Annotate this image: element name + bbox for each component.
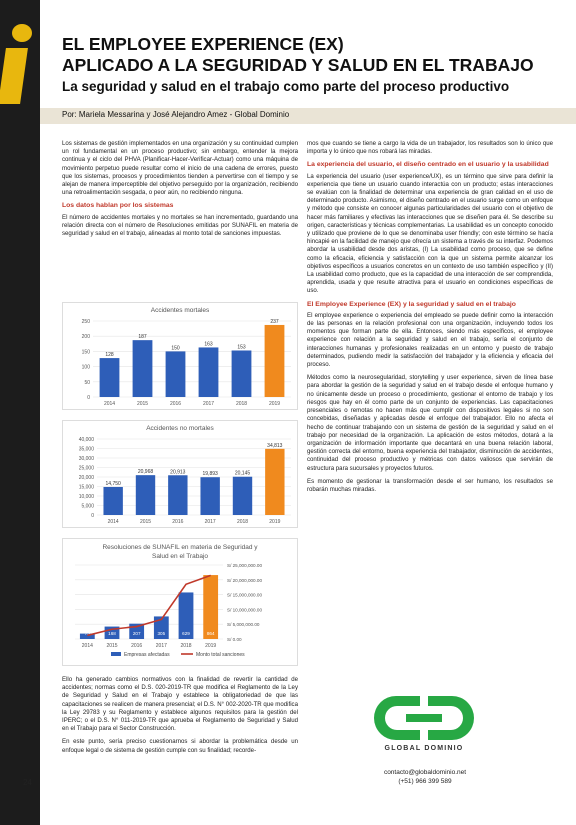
paragraph: Es momento de gestionar la transformación desde el ser humano, los resultados se robarán muchas miradas. <box>307 477 553 493</box>
y-tick-label: 15,000 <box>78 484 94 491</box>
y2-tick-label: S/ 20,000,000.00 <box>227 577 262 583</box>
bar <box>166 351 186 397</box>
data-label: 864 <box>206 631 215 636</box>
x-tick-label: 2017 <box>202 401 215 407</box>
y-tick-label: 10,000 <box>78 494 94 500</box>
paragraph: Los sistemas de gestión implementados en una organización y su continuidad cumplen un rol fundamental en un proceso productivo; sin embargo, entender la mejora continua y el ciclo del PHVA (Planificar-Hacer-Verificar-Actuar) como una máquina de movimiento perpetuo puede resultar como el inicio de una cadena de errores, puesto que los sistemas, procesos y procedimientos tienden a pervertirse con el tiempo y se alejan de manera imperceptible del objetivo perseguido por la organización, recibiendo una retroalimentación sesgada, o peor aún, no recibiendo ninguna. <box>62 140 298 197</box>
data-label: 150 <box>171 345 180 352</box>
data-label: 34,813 <box>267 442 283 449</box>
page-number: 24 <box>23 778 32 787</box>
x-tick-label: 2014 <box>107 519 119 525</box>
x-tick-label: 2018 <box>236 519 249 525</box>
y-tick-label: 20,000 <box>78 475 94 481</box>
y-tick-label: 0 <box>87 395 90 401</box>
section-heading: El Employee Experience (EX) y la seguridad y salud en el trabajo <box>307 300 516 308</box>
right-column <box>307 140 553 499</box>
bar <box>203 575 218 639</box>
paragraph: Métodos como la neurosegularidad, storytelling y user experience, sirven de línea base para abordar la gestión de la seguridad y salud en el trabajo desde el enfoque humano y no únicamente desde un proceso o procedimiento, gestionar el entorno de trabajo y los riesgos que hay en él como parte de un conjunto de experiencias. Las capacitaciones presenciales o remotas no hacen más que cumplir con dispositivos legales si no son concebidas, diseñadas y aplicadas desde el enfoque del trabajador. Ello no afecta el hecho de continuar trabajando con un sistema de gestión de la seguridad y salud en el trabajo por necesidad de la organización. La aplicación de estos métodos, dotará a la organización de información importante que decantará en una buena relación laboral, gestión correcta del entorno, buena experiencia del trabajador, disminución de accidentes, continuidad del proceso productivo y métricas con datos valiosos que servirán de estructura para sucursales y proyectos futuros. <box>307 374 553 472</box>
bar <box>168 475 187 515</box>
y2-tick-label: S/ 10,000,000.00 <box>227 607 262 613</box>
x-tick-label: 2016 <box>172 519 184 525</box>
bar <box>233 477 252 515</box>
chart-svg <box>63 421 299 529</box>
bar <box>103 487 122 515</box>
article-title-line1: EL EMPLOYEE EXPERIENCE (EX) <box>62 34 344 54</box>
data-label: 73 <box>84 631 90 636</box>
x-tick-label: 2018 <box>235 401 248 407</box>
y-tick-label: 50 <box>84 379 90 386</box>
bar <box>232 350 252 397</box>
x-tick-label: 2019 <box>205 643 217 649</box>
paragraph: En este punto, sería preciso cuestionarnos si abordar la problemática desde un enfoque legal o de sistema de gestión cumple con su finalidad; recorde- <box>62 738 298 754</box>
y-tick-label: 100 <box>81 364 90 371</box>
data-label: 128 <box>105 352 114 359</box>
chart-title-line2: Salud en el Trabajo <box>151 553 208 560</box>
left-column <box>62 140 298 243</box>
chart-svg <box>63 539 299 667</box>
x-tick-label: 2015 <box>139 519 152 525</box>
chart-resoluciones-sunafil <box>62 538 298 666</box>
y2-tick-label: S/ 5,000,000.00 <box>227 622 260 628</box>
bar <box>265 325 285 397</box>
bar <box>199 347 219 397</box>
y-tick-label: 150 <box>81 349 90 356</box>
paragraph: El employee experience o experiencia del empleado se puede definir como la interacción de las personas en la relación profesional con una organización, incluyendo todos los momentos que forman parte de ella. Entonces, siendo más específicos, el employee experience con relación a la seguridad y salud en el trabajo, sería el conjunto de interacciones humanas y profesionales realizadas en un entorno y puesto de trabajo determinados, pudiendo medir la satisfacción del trabajador y la eficiencia y eficacia del proceso. <box>307 311 553 369</box>
y-tick-label: 0 <box>91 513 94 519</box>
paragraph: El número de accidentes mortales y no mortales se han incrementado, guardando una relación directa con el número de Resoluciones emitidas por SUNAFIL en materia de seguridad y salud en el trabajo, alineadas al monto total de sanciones impuestas. <box>62 213 298 238</box>
data-label: 20,913 <box>170 469 186 476</box>
article-header <box>62 34 562 95</box>
x-tick-label: 2015 <box>106 643 118 649</box>
contact-phone: (+51) 966 399 589 <box>398 778 452 785</box>
y-tick-label: 30,000 <box>78 456 94 462</box>
y-tick-label: 5,000 <box>81 503 94 510</box>
x-tick-label: 2015 <box>136 401 149 407</box>
section-heading: La experiencia del usuario, el diseño centrado en el usuario y la usabilidad <box>307 161 549 169</box>
article-subtitle: La seguridad y salud en el trabajo como parte del proceso productivo <box>62 79 510 94</box>
bar <box>265 449 284 515</box>
paragraph: Ello ha generado cambios normativos con la finalidad de revertir la cantidad de accidentes; normas como el D.S. 020-2019-TR que modifica el Reglamento de la Ley de Seguridad y Salud en el Trabajo y establece la obligatoriedad de que las capacitaciones se realicen de manera presencial; el D.S. N° 002-2020-TR que modifica la Ley 29783 y su Reglamento y establece algunos requisitos para la gestión del IPERC; o el D.S. N° 011-2019-TR que aprueba el Reglamento de Seguridad y Salud en el Trabajo para el Sector Construcción. <box>62 676 298 733</box>
x-tick-label: 2014 <box>103 401 116 407</box>
paragraph: mos que cuando se tiene a cargo la vida de un trabajador, los resultados son lo único que importa y lo único que nos robará las miradas. <box>307 140 553 156</box>
x-tick-label: 2016 <box>131 643 143 649</box>
bar <box>136 475 155 515</box>
logo-name: GLOBAL DOMINIO <box>384 745 464 752</box>
data-label: 168 <box>108 631 116 636</box>
chart-svg <box>63 303 299 411</box>
contact-info <box>350 768 500 786</box>
x-tick-label: 2019 <box>269 519 281 525</box>
data-label: 153 <box>237 344 246 351</box>
y-tick-label: 35,000 <box>78 446 94 453</box>
x-tick-label: 2016 <box>169 401 182 407</box>
global-dominio-logo <box>370 688 478 748</box>
data-label: 237 <box>270 318 279 325</box>
legend-label: Monto total sanciones <box>196 652 245 658</box>
article-title-line2: APLICADO A LA SEGURIDAD Y SALUD EN EL TRABAJO <box>62 55 534 75</box>
legend-label: Empresas afectadas <box>124 652 170 658</box>
y-tick-label: 200 <box>81 334 90 341</box>
y2-tick-label: S/ 15,000,000.00 <box>227 592 262 598</box>
data-label: 305 <box>157 631 166 636</box>
chart-accidentes-no-mortales <box>62 420 298 528</box>
bar <box>100 358 120 397</box>
legend-swatch <box>111 652 121 656</box>
data-label: 14,750 <box>105 480 121 487</box>
bar <box>133 340 153 397</box>
data-label: 19,893 <box>202 471 218 478</box>
chart-accidentes-mortales <box>62 302 298 410</box>
x-tick-label: 2018 <box>180 643 192 649</box>
section-heading: Los datos hablan por los sistemas <box>62 202 174 210</box>
bar <box>200 477 219 515</box>
x-tick-label: 2019 <box>268 401 281 407</box>
data-label: 20,145 <box>234 470 251 477</box>
left-column-bottom <box>62 676 298 760</box>
chart-title: Accidentes mortales <box>150 307 210 314</box>
data-label: 163 <box>204 341 213 348</box>
y2-tick-label: S/ 25,000,000.00 <box>227 563 262 568</box>
contact-email[interactable]: contacto@globaldominio.net <box>383 769 467 776</box>
paragraph: La experiencia del usuario (user experience/UX), es un término que sirve para definir la experiencia que tiene un usuario cuando interactúa con un producto; estas interacciones se evalúan con la finalidad de determinar una experiencia de gran calidad en el uso de determinado producto. Asimismo, el diseño centrado en el usuario surge como un enfoque y método que consiste en conocer algunas particularidades del usuario con el objetivo de hacer más familiares y efectivas las interacciones que se diseñen para él. Se describe su origen, características y técnicas complementarias. La usabilidad es un concepto conocido y utilizado que proviene de lo que se denominaba user friendly; con este término se hacía hincapié en la facilidad de manejo que ofrecía un sistema a través de su interfaz. Podemos abordar la usabilidad desde dos aristas, (I) La usabilidad como proceso, que se define como la eficacia, eficiencia y satisfacción con la que un sistema permite alcanzar los objetivos específicos a usuarios concretos en un contexto de uso también específico y (II) La usabilidad como producto, que es la capacidad de una interacción de ser comprendida, aprendida, usada y que resulte atractiva para el usuario en condiciones específicas de uso. <box>307 172 553 295</box>
chart-title-line1: Resoluciones de SUNAFIL en materia de Seguridad y <box>102 544 258 551</box>
data-label: 187 <box>138 334 147 341</box>
data-label: 629 <box>182 631 190 636</box>
page-sidebar <box>0 0 40 825</box>
y-tick-label: 40,000 <box>78 437 94 443</box>
byline: Por: Mariela Messarina y José Alejandro Amez - Global Dominio <box>62 110 290 119</box>
y2-tick-label: S/ 0.00 <box>227 637 242 642</box>
x-tick-label: 2014 <box>81 643 93 649</box>
y-tick-label: 250 <box>81 319 90 325</box>
chart-title: Accidentes no mortales <box>146 425 214 432</box>
data-label: 20,968 <box>137 469 154 476</box>
data-label: 207 <box>132 631 141 636</box>
x-tick-label: 2017 <box>204 519 216 525</box>
decorative-i-icon <box>0 18 40 108</box>
x-tick-label: 2017 <box>155 643 167 649</box>
y-tick-label: 25,000 <box>78 465 94 472</box>
